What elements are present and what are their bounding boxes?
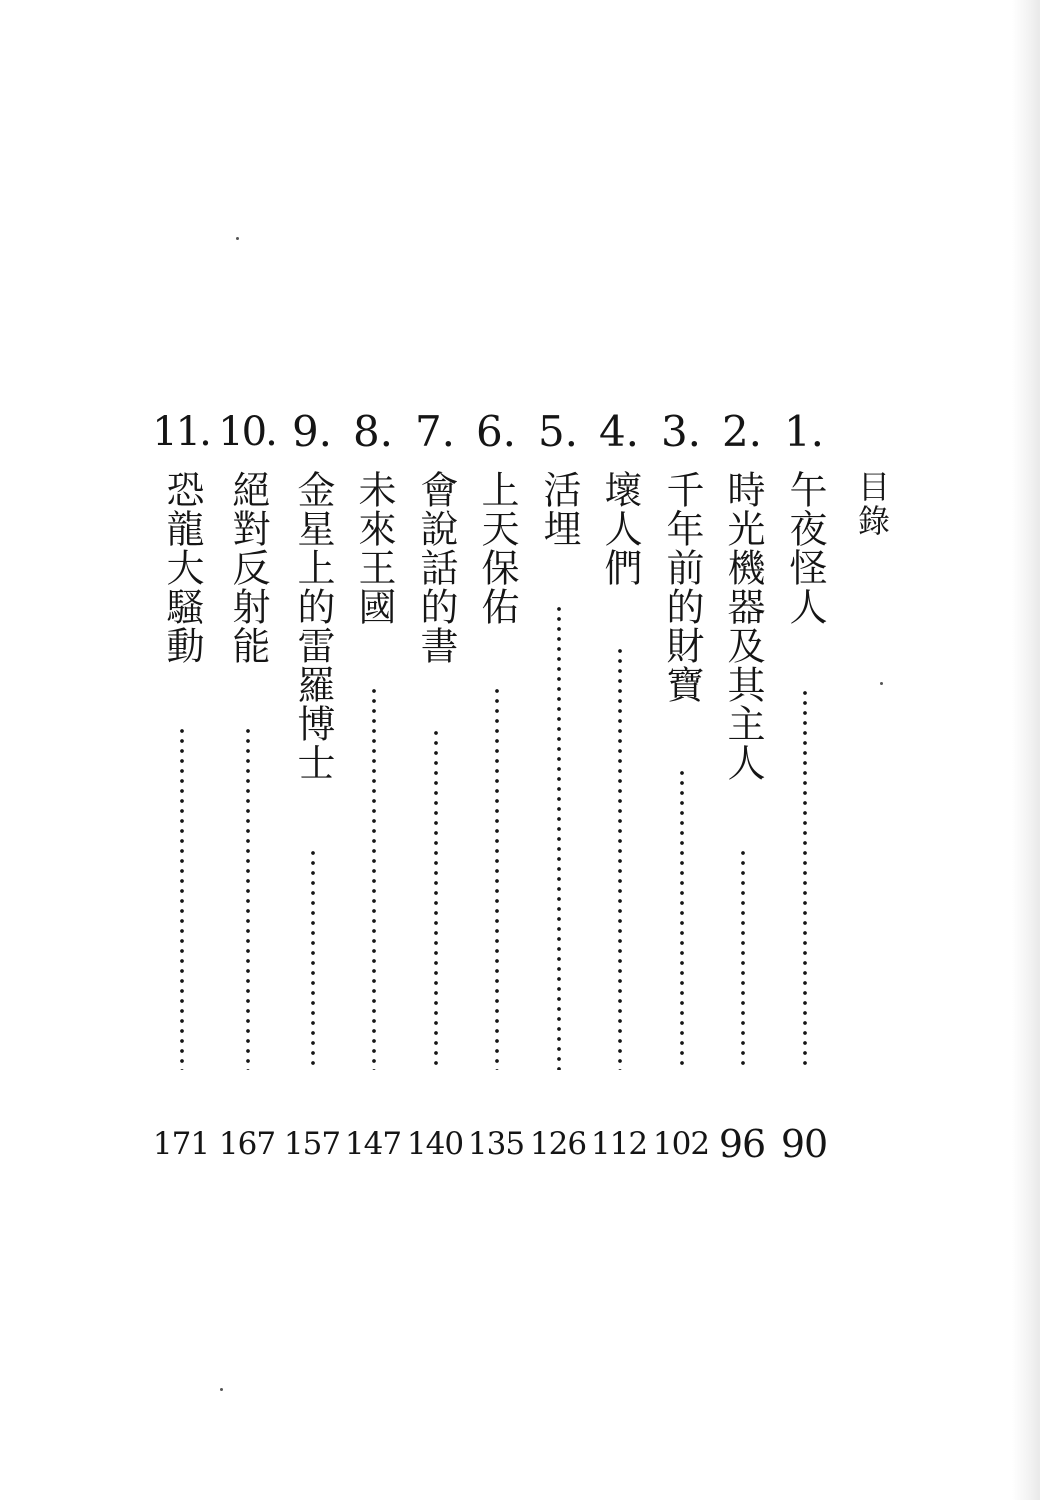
chapter-page-number: 126 bbox=[529, 1126, 587, 1162]
chapter-title: 上天保佑 bbox=[475, 470, 519, 626]
toc-entry-3 bbox=[650, 408, 712, 1168]
chapter-page-number: 90 bbox=[780, 1122, 828, 1166]
chapter-page-number: 167 bbox=[218, 1126, 276, 1162]
scan-edge-shadow bbox=[1012, 0, 1040, 1500]
dot-leader bbox=[617, 646, 623, 1070]
chapter-title: 恐龍大騷動 bbox=[160, 470, 204, 665]
chapter-number: 2. bbox=[721, 407, 763, 456]
dot-leader bbox=[371, 686, 377, 1070]
chapter-title: 絕對反射能 bbox=[226, 470, 270, 665]
dot-leader bbox=[179, 726, 185, 1070]
toc-heading: 目錄 bbox=[853, 470, 891, 538]
toc-entry-7 bbox=[404, 408, 466, 1168]
dot-leader bbox=[679, 768, 685, 1070]
chapter-page-number: 102 bbox=[652, 1126, 710, 1162]
chapter-title: 千年前的財寶 bbox=[660, 470, 704, 704]
toc-entry-5 bbox=[527, 408, 589, 1168]
toc-entry-11 bbox=[150, 408, 212, 1168]
toc-entry-10 bbox=[216, 408, 278, 1168]
scan-speck bbox=[880, 682, 883, 685]
dot-leader bbox=[802, 688, 808, 1070]
chapter-page-number: 135 bbox=[467, 1126, 525, 1162]
dot-leader bbox=[310, 848, 316, 1070]
chapter-title: 會說話的書 bbox=[414, 470, 458, 665]
chapter-number: 3. bbox=[660, 407, 702, 456]
toc-entry-4 bbox=[588, 408, 650, 1168]
chapter-title: 活埋 bbox=[537, 470, 581, 548]
chapter-title: 壞人們 bbox=[598, 470, 642, 587]
chapter-number: 1. bbox=[783, 407, 825, 456]
dot-leader bbox=[433, 728, 439, 1070]
chapter-number: 9. bbox=[291, 407, 333, 456]
chapter-number: 5. bbox=[537, 407, 579, 456]
scan-speck bbox=[220, 1388, 223, 1391]
chapter-title: 金星上的雷羅博士 bbox=[291, 470, 335, 782]
dot-leader bbox=[494, 686, 500, 1070]
chapter-title: 時光機器及其主人 bbox=[721, 470, 765, 782]
chapter-number: 8. bbox=[352, 407, 394, 456]
dot-leader bbox=[556, 604, 562, 1070]
chapter-page-number: 157 bbox=[283, 1126, 341, 1162]
chapter-page-number: 147 bbox=[344, 1126, 402, 1162]
toc-entry-1 bbox=[773, 408, 835, 1168]
toc-entry-2 bbox=[711, 408, 773, 1168]
scan-speck bbox=[236, 237, 239, 240]
chapter-page-number: 140 bbox=[406, 1126, 464, 1162]
toc-entry-6 bbox=[465, 408, 527, 1168]
chapter-number: 7. bbox=[414, 407, 456, 456]
dot-leader bbox=[740, 848, 746, 1070]
chapter-number: 6. bbox=[475, 407, 517, 456]
chapter-page-number: 171 bbox=[152, 1126, 210, 1162]
chapter-number: 4. bbox=[598, 407, 640, 456]
toc-entry-8 bbox=[342, 408, 404, 1168]
dot-leader bbox=[245, 726, 251, 1070]
chapter-number: 11. bbox=[152, 409, 210, 455]
chapter-page-number: 112 bbox=[590, 1126, 648, 1162]
chapter-page-number: 96 bbox=[718, 1122, 766, 1166]
toc-entry-9 bbox=[281, 408, 343, 1168]
chapter-title: 午夜怪人 bbox=[783, 470, 827, 626]
chapter-title: 未來王國 bbox=[352, 470, 396, 626]
chapter-number: 10. bbox=[218, 409, 276, 455]
